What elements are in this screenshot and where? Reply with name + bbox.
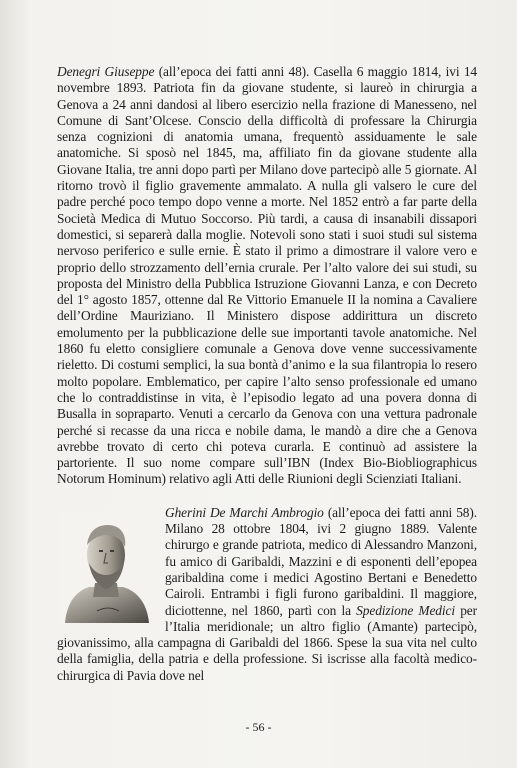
entry-denegri bbox=[57, 64, 477, 488]
entry-body: (all’epoca dei fatti anni 48). Casella 6 maggio 1814, ivi 14 novembre 1893. Patriota fin da giovane studente, si laureò in chirurgia a Genova a 24 anni dandosi al libero esercizio nella frazione di Manesseno, nel Comune di Sant’Olcese. Conscio della difficoltà di professare la Chirurgia senza cognizioni di anatomia umana, frequentò assiduamente le sale anatomiche. Si sposò nel 1845, ma, affiliato fin da giovane studente alla Giovane Italia, tre anni dopo partì per Milano dove partecipò alle 5 giornate. Al ritorno trovò il figlio gravemente ammalato. A nulla gli valsero le cure del padre perché poco tempo dopo venne a morte. Nel 1852 entrò a far parte della Società Medica di Mutuo Soccorso. Più tardi, a causa di insanabili dissapori domestici, si separerà dalla moglie. Notevoli sono stati i suoi studi sul sistema nervoso periferico e sulle ernie. È stato il primo a dimostrare il valore vero e proprio dello strozzamento dell’ernia crurale. Per l’alto valore dei sui studi, su proposta del Ministro della Pubblica Istruzione Giovanni Lanza, e con Decreto del 1° agosto 1857, ottenne dal Re Vittorio Emanuele II la nomina a Cavaliere dell’Ordine Mauriziano. Il Ministero dispose addirittura un discreto emolumento per la pubblicazione delle sue importanti tavole anatomiche. Nel 1860 fu eletto consigliere comunale a Genova dove venne successivamente rieletto. Di costumi semplici, la sua bontà d’animo e la sua filantropia lo resero molto popolare. Emblematico, per capire l’alto senso professionale ed umano che lo contraddistinse in vita, è l’episodio legato ad una povera donna di Busalla in sopraparto. Venuti a cercarlo da Genova con una vettura padronale perché si recasse da una ricca e nobile dama, le mandò a dire che a Genova avrebbe trovato di certo chi poteva curarla. E continuò ad assistere la partoriente. Il suo nome compare sull’IBN (Index Bio-Biobliographicus Notorum Hominum) relativo agli Atti delle Riunioni degli Scienziati Italiani. bbox=[57, 64, 478, 487]
entry-name: Gherini De Marchi Ambrogio bbox=[165, 504, 324, 520]
page-number: - 56 - bbox=[245, 720, 272, 734]
italic-expedition-name: Spedizione Medici bbox=[356, 602, 455, 618]
entry-name: Denegri Giuseppe bbox=[57, 64, 155, 79]
text-column bbox=[57, 64, 477, 684]
entry-body-part1: (all’epoca dei fatti anni 58). Milano 28 ottobre 1804, ivi 2 giugno 1889. Valente chirurgo e grande patriota, medico di Alessandro Manzoni, fu amico di Garibaldi, Mazzini e di esponenti dell’epopea garibaldina come i medici Agostino Bertani e Benedetto Cairoli. Entrambi i figli furono garibaldini. Il maggiore, diciottenne, nel 1860, partì con la bbox=[165, 504, 477, 618]
paragraph-gap bbox=[57, 488, 477, 505]
entry-body-part2: per l’Italia meridionale; un altro figlio (Amante) partecipò, giovanissimo, alla campagna di Garibaldi del 1866. Spese la sua vita nel culto della famiglia, della patria e della professione. Si iscrisse alla facoltà medico-chirurgica di Pavia dove nel bbox=[57, 602, 477, 683]
portrait-bust-image bbox=[59, 511, 154, 623]
